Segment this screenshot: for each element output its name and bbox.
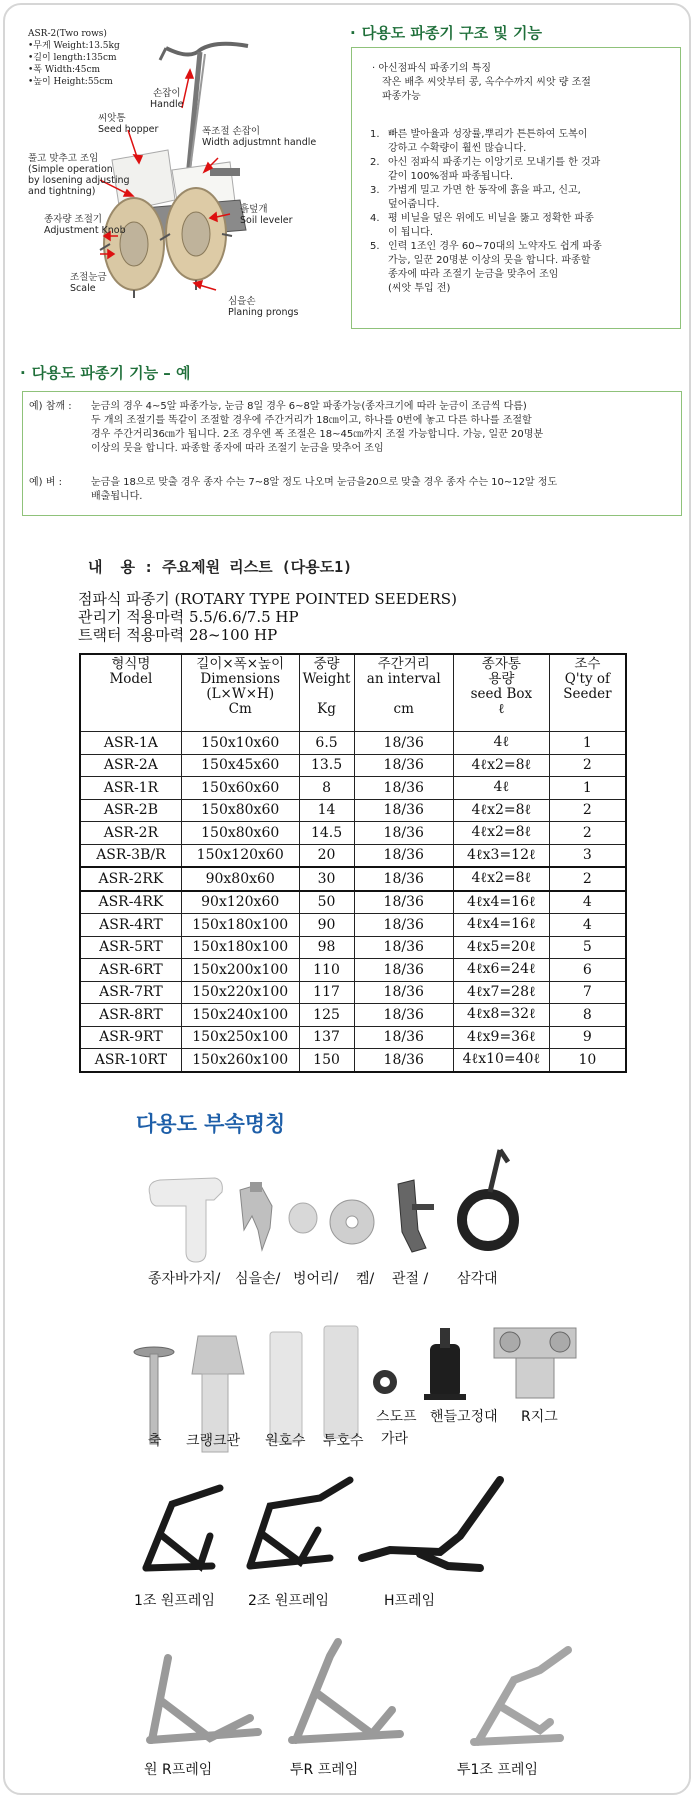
- table-row: ASR-2A 150x45x60 13.5 18/36 4ℓx2=8ℓ 2: [80, 754, 626, 777]
- example-rice-text: 눈금을 18으로 맞출 경우 종자 수는 7~8알 정도 나오며 눈금을20으로 맞출 경우 종자 수는 10~12알 정도 배출됩니다.: [91, 477, 558, 502]
- example-rice-label: 예) 벼 :: [29, 477, 62, 488]
- header-qty: 조수 Q'ty of Seeder: [549, 654, 626, 732]
- structure-box: [351, 47, 681, 329]
- round-r-frame-icon: [150, 1658, 258, 1740]
- part-label-crank-tube: 크랭크관: [186, 1433, 241, 1449]
- heading-tractor-hp: 트랙터 적용마력 28~100 HP: [78, 626, 278, 644]
- table-row: ASR-1R 150x60x60 8 18/36 4ℓ 1: [80, 777, 626, 800]
- table-row: ASR-2RK 90x80x60 30 18/36 4ℓx2=8ℓ 2: [80, 867, 626, 891]
- examples-box: [22, 391, 682, 516]
- header-model: 형식명 Model: [80, 654, 181, 732]
- tripod-icon: [462, 1150, 514, 1246]
- part-label-circle-hose: 원호수: [265, 1433, 306, 1449]
- table-row: ASR-9RT 150x250x100 137 18/36 4ℓx9=36ℓ 9: [80, 1026, 626, 1049]
- planting-prong-icon: [240, 1182, 272, 1250]
- part-label-mitten: 벙어리/: [293, 1271, 339, 1287]
- callout-handle: 손잡이 Handle: [150, 88, 184, 110]
- example-sesame-text: 눈금의 경우 4~5알 파종가능, 눈금 8일 경우 6~8알 파종가능(종자크기에 따라 눈금이 조금씩 다름) 두 개의 조절기를 똑같이 조절할 경우에 주간거리가 18㎝이고, 하나를 0번에 놓고 다른 하나를 조절할 경우 주간거리36㎝가 됩니다. 2조 경우엔 폭 조절은 18~45㎝까지 조절 가능합니다. 가능, 일꾼 20명분 이상의 뭇을 합니다. 파종할 종자에 따라 조절기 눈금을 맞추어 조임: [91, 401, 544, 454]
- table-row: ASR-2B 150x80x60 14 18/36 4ℓx2=8ℓ 2: [80, 799, 626, 822]
- part-label-cam: 켐/: [356, 1271, 375, 1287]
- r-jig-icon: [494, 1328, 576, 1398]
- examples-title: · 다용도 파종기 기능 – 예: [20, 364, 191, 382]
- part-label-two-one-row-frame: 투1조 프레임: [457, 1762, 538, 1778]
- feature-list: [370, 128, 680, 296]
- header-weight: 중량 Weight Kg: [299, 654, 354, 732]
- part-label-handle-holder: 핸들고정대: [430, 1409, 498, 1425]
- handle-holder-icon: [424, 1328, 466, 1400]
- structure-title: · 다용도 파종기 구조 및 기능: [350, 24, 542, 42]
- part-label-shaft: 축: [148, 1433, 162, 1449]
- heading-seeder: 점파식 파종기 (ROTARY TYPE POINTED SEEDERS): [78, 590, 457, 608]
- table-row: ASR-8RT 150x240x100 125 18/36 4ℓx8=32ℓ 8: [80, 1004, 626, 1027]
- callout-scale: 조절눈금 Scale: [70, 272, 107, 294]
- table-row: ASR-5RT 150x180x100 98 18/36 4ℓx5=20ℓ 5: [80, 936, 626, 959]
- spec-length: •길이 length:135cm: [28, 53, 117, 63]
- table-row: ASR-10RT 150x260x100 150 18/36 4ℓx10=40ℓ 10: [80, 1049, 626, 1072]
- part-label-planting-prong: 심을손/: [235, 1271, 281, 1287]
- part-label-collar: 가라: [381, 1431, 409, 1447]
- table-row: ASR-4RK 90x120x60 50 18/36 4ℓx4=16ℓ 4: [80, 891, 626, 914]
- table-row: ASR-1A 150x10x60 6.5 18/36 4ℓ 1: [80, 732, 626, 755]
- two-r-frame-icon: [292, 1642, 400, 1740]
- table-row: ASR-2R 150x80x60 14.5 18/36 4ℓx2=8ℓ 2: [80, 822, 626, 845]
- part-label-tripod: 삼각대: [457, 1271, 498, 1287]
- callout-width-handle: 폭조절 손잡이 Width adjustmnt handle: [202, 126, 317, 148]
- table-header-row: [80, 654, 626, 732]
- part-label-two-row-frame: 2조 원프레임: [248, 1593, 329, 1609]
- table-row: ASR-7RT 150x220x100 117 18/36 4ℓx7=28ℓ 7: [80, 981, 626, 1004]
- one-row-frame-icon: [146, 1488, 220, 1568]
- spec-height: •높이 Height:55cm: [28, 77, 113, 87]
- seed-cup-icon: [149, 1178, 222, 1262]
- parts-row3-images: [0, 1470, 700, 1610]
- example-sesame-label: 예) 참깨 :: [29, 401, 72, 412]
- part-label-two-r-frame: 투R 프레임: [290, 1762, 359, 1778]
- bullet-dot: ·: [20, 364, 26, 382]
- spec-width: •폭 Width:45cm: [28, 65, 101, 75]
- table-row: ASR-4RT 150x180x100 90 18/36 4ℓx4=16ℓ 4: [80, 914, 626, 937]
- table-row: ASR-3B/R 150x120x60 20 18/36 4ℓx3=12ℓ 3: [80, 844, 626, 867]
- feature-item: 4. 평 비닐을 덮은 위에도 비닐을 뚫고 정확한 파종 이 됩니다.: [370, 213, 594, 238]
- joint-icon: [398, 1180, 434, 1252]
- cam-icon: [330, 1200, 374, 1244]
- parts-row1-images: [0, 1120, 700, 1300]
- header-dimensions: 길이×폭×높이 Dimensions (L×W×H) Cm: [181, 654, 299, 732]
- feature-item: 5. 인력 1조인 경우 60~70대의 노약자도 쉽게 파종 가능, 일꾼 20명분 이상의 뭇을 합니다. 파종할 종자에 따라 조절기 눈금을 맞추어 조임 (씨앗 투입 전): [370, 241, 602, 294]
- circle-hose-icon: [270, 1332, 302, 1442]
- part-label-h-frame: H프레임: [384, 1593, 436, 1609]
- part-label-stopper: 스도프: [376, 1409, 417, 1425]
- callout-operation: 풀고 맞추고 조임 (Simple operation by losening adjusting and tightning): [28, 153, 130, 197]
- callout-planting-prongs: 심을손 Planing prongs: [228, 296, 299, 318]
- feature-item: 2. 아신 점파식 파종기는 이앙기로 모내기를 한 것과 같이 100%점파 파종됩니다.: [370, 157, 601, 182]
- bullet-dot: ·: [350, 24, 356, 42]
- model-name: ASR-2(Two rows): [28, 29, 107, 39]
- table-row: ASR-6RT 150x200x100 110 18/36 4ℓx6=24ℓ 6: [80, 959, 626, 982]
- spec-table: [79, 653, 627, 1073]
- header-interval: 주간거리 an interval cm: [354, 654, 453, 732]
- callout-seed-hopper: 씨앗통 Seed hopper: [98, 113, 159, 135]
- callout-soil-leveler: 흙덮개 Soil leveler: [240, 204, 293, 226]
- part-label-one-row-frame: 1조 원프레임: [134, 1593, 215, 1609]
- feature-item: 3. 가볍게 밀고 가면 한 동작에 흙을 파고, 신고, 덮어줍니다.: [370, 185, 581, 210]
- stopper-collar-icon: [373, 1370, 397, 1394]
- part-label-r-jig: R지그: [521, 1409, 558, 1425]
- h-frame-icon: [362, 1480, 500, 1568]
- part-label-seed-cup: 종자바가지/: [148, 1271, 221, 1287]
- header-seed-box: 종자통 용량 seed Box ℓ: [453, 654, 549, 732]
- feature-item: 1. 빠른 발아율과 성장률,뿌리가 튼튼하여 도복이 강하고 수확량이 훨씬 많습니다.: [370, 129, 588, 154]
- parts-title: 다용도 부속명칭: [136, 1112, 286, 1136]
- two-hose-icon: [324, 1326, 358, 1438]
- part-label-round-r-frame: 원 R프레임: [144, 1762, 213, 1778]
- structure-intro: · 아신점파식 파종기의 특징 작은 배추 씨앗부터 콩, 옥수수까지 씨앗 량 조절 파종가능: [372, 63, 591, 102]
- part-label-joint: 관절 /: [392, 1271, 429, 1287]
- two-row-frame-icon: [250, 1480, 350, 1566]
- spec-weight: •무게 Weight:13.5kg: [28, 41, 120, 51]
- heading-tiller-hp: 관리기 적용마력 5.5/6.6/7.5 HP: [78, 608, 299, 626]
- list-heading: [78, 590, 457, 644]
- parts-row4-images: [0, 1630, 700, 1780]
- part-label-two-hose: 투호수: [323, 1433, 364, 1449]
- callout-adjustment-knob: 종자량 조절기 Adjustment Knob: [44, 214, 126, 236]
- list-title: 내 용 : 주요제원 리스트 (다용도1): [88, 558, 353, 576]
- two-one-row-frame-icon: [474, 1650, 568, 1742]
- mitten-icon: [289, 1203, 317, 1233]
